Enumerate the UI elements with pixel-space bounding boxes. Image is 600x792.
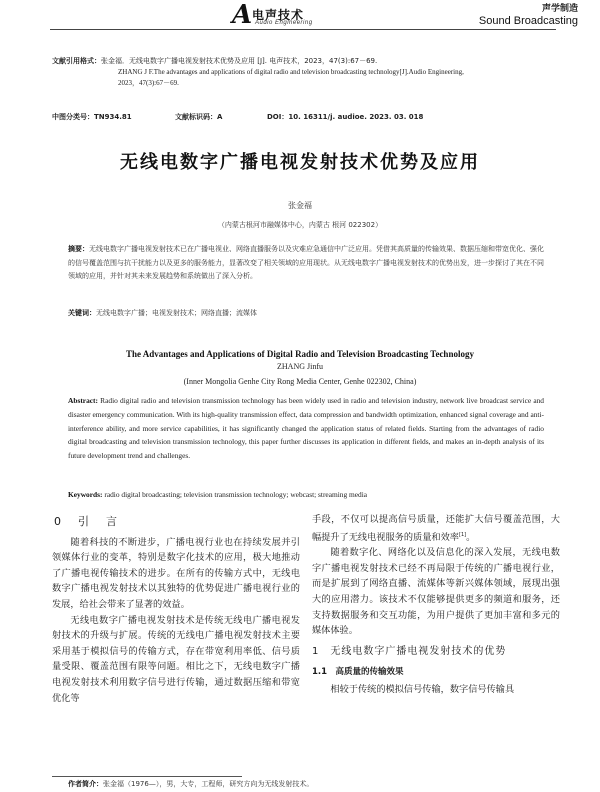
keywords-en <box>68 490 544 499</box>
doi: DOI：10. 16311/j. audioe. 2023. 03. 018 <box>267 113 424 121</box>
keywords-cn <box>68 308 544 318</box>
citation-en-line2: 2023，47(3):67－69. <box>118 79 179 87</box>
paragraph-end: 。 <box>466 531 476 543</box>
abstract-en-text: Radio digital radio and television transmission technology has been widely used in radio and television industry, network live broadcast service and disaster emergency communication. With its high-quality transmission effect, data compression and bandwidth optimization, enhanced signal coverage and anti-interference ability, and more service capabilities, it has significantly changed the application status of related fields. Starting from the advantages of radio digital broadcasting and television transmission technology, this paper further discusses its application in different fields, and makes an in-depth analysis of its future development trend and challenges. <box>68 396 544 461</box>
body-paragraph: 无线电数字广播电视发射技术是传统无线电广播电视发射技术的升级与扩展。传统的无线电广播电视发射技术主要采用基于模拟信号的传输方式，存在带宽利用率低、信号质量受限、覆盖范围有限等问题。相比之下，无线电数字广播电视发射技术利用数字信号进行传输，通过数据压缩和带宽优化等 <box>52 614 300 704</box>
document-code: 文献标识码：A <box>175 113 223 121</box>
keywords-cn-text: 无线电数字广播；电视发射技术；网络直播；流媒体 <box>96 309 257 317</box>
clc-number: 中图分类号：TN934.81 <box>52 113 132 121</box>
body-paragraph <box>312 512 560 545</box>
paragraph-text: 手段，不仅可以提高信号质量，还能扩大信号覆盖范围，大幅提升了无线电视服务的质量和效率 <box>312 514 560 543</box>
author-affiliation-en: (Inner Mongolia Genhe City Rong Media Center, Genhe 022302, China) <box>183 377 417 386</box>
abstract-en-label: Abstract: <box>68 396 98 405</box>
abstract-cn-label: 摘要： <box>68 245 89 253</box>
citation-en-line1: ZHANG J F.The advantages and applications of digital radio and television broadcasting technology[J].Audio Engineering, <box>118 68 464 76</box>
section-header <box>479 4 578 28</box>
author-footnote <box>68 779 313 789</box>
footnote-label: 作者简介： <box>68 780 103 788</box>
classification-meta <box>52 112 558 122</box>
header-rule <box>50 29 556 30</box>
body-paragraph: 随着数字化、网络化以及信息化的深入发展，无线电数字广播电视发射技术已经不再局限于传统的广播电视行业，而是扩展到了网络直播、流媒体等新兴媒体领域，展现出强大的应用潜力。该技术不仅能够提供更多的频道和服务，还支持数据服务和交互功能，为用户提供了更加丰富和多元的媒体体验。 <box>312 547 560 637</box>
keywords-en-label: Keywords: <box>68 490 103 499</box>
journal-logo <box>232 0 372 30</box>
body-column-right <box>312 512 560 698</box>
keywords-en-text: radio digital broadcasting; television transmission technology; webcast; streaming media <box>104 490 368 499</box>
citation-block <box>52 56 558 89</box>
section-heading-advantages: 1 无线电数字广播电视发射技术的优势 <box>312 645 507 657</box>
keywords-cn-label: 关键词： <box>68 309 96 317</box>
paper-title-en: The Advantages and Applications of Digital Radio and Television Broadcasting Technology <box>126 349 474 359</box>
abstract-en <box>68 394 544 463</box>
citation-cn: 张金福．无线电数字广播电视发射技术优势及应用 [J]. 电声技术，2023，47(3):67－69. <box>101 57 378 65</box>
section-heading-introduction: 0 引 言 <box>54 515 120 528</box>
author-name: 张金福 <box>288 201 312 210</box>
paper-title: 无线电数字广播电视发射技术优势及应用 <box>120 152 480 173</box>
section-name-cn: 声学制造 <box>541 4 578 14</box>
subsection-heading-quality: 1.1 高质量的传输效果 <box>312 666 404 677</box>
author-name-en: ZHANG Jinfu <box>277 362 323 371</box>
section-name-en: Sound Broadcasting <box>478 15 578 27</box>
logo-journal-name-cn: 电声技术 <box>252 8 305 22</box>
citation-label: 文献引用格式： <box>52 57 101 65</box>
author-affiliation: （内蒙古根河市融媒体中心，内蒙古 根河 022302） <box>217 221 383 229</box>
logo-journal-name-en: Audio Engineering <box>255 20 313 26</box>
abstract-cn-text: 无线电数字广播电视发射技术已在广播电视业、网络直播服务以及灾难应急通信中广泛应用。凭借其高质量的传输效果、数据压缩和带宽优化、强化的信号覆盖范围与抗干扰能力以及更多的服务能力，显著改变了相关领域的应用现状。从无线电数字广播电视发射技术的优势出发，进一步探讨了其在不同领域的应用，并针对其未来发展趋势和系统做出了深入分析。 <box>68 245 544 280</box>
logo-a-glyph: A <box>232 0 253 30</box>
body-paragraph: 相较于传统的模拟信号传输，数字信号传输具 <box>330 684 515 696</box>
abstract-cn <box>68 243 544 284</box>
footnote-rule <box>52 776 242 777</box>
footnote-text: 张金福（1976—），男，大专，工程师，研究方向为无线发射技术。 <box>103 780 314 788</box>
reference-marker: [1] <box>459 531 467 538</box>
body-paragraph: 随着科技的不断进步，广播电视行业也在持续发展并引领媒体行业的变革，特别是数字化技术的应用，极大地推动了广播电视传输技术的进步。在所有的传输方式中，无线电数字广播电视发射技术以其独特的优势促进广播电视行业的发展，给社会带来了显著的效益。 <box>52 536 300 610</box>
body-column-left <box>52 512 300 706</box>
